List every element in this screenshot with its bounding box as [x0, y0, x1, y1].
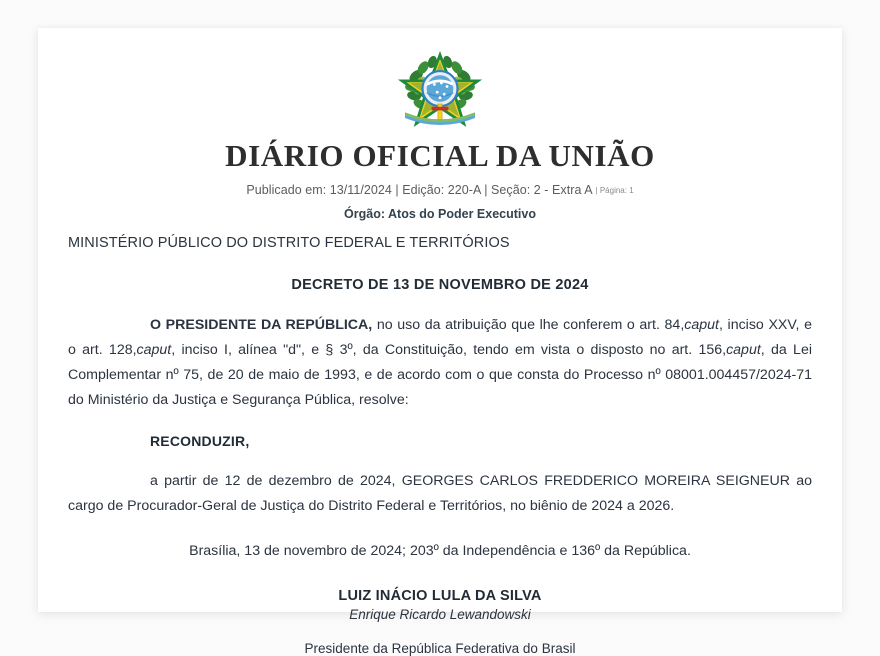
issuing-body: MINISTÉRIO PÚBLICO DO DISTRITO FEDERAL E TERRITÓRIOS [68, 234, 510, 251]
organ-line: Órgão: Atos do Poder Executivo [344, 206, 536, 221]
preamble-part2: , inciso XXV, e o art. 128, [68, 316, 812, 358]
signatory-name: LUIZ INÁCIO LULA DA SILVA [338, 587, 542, 604]
decree-heading: DECRETO DE 13 DE NOVEMBRO DE 2024 [291, 276, 589, 293]
preamble-paragraph [68, 313, 812, 413]
preamble-part3: , inciso I, alínea "d", e § 3º, da Constituição, tendo em vista o disposto no art. 156, [171, 341, 727, 358]
body-paragraph: a partir de 12 de dezembro de 2024, GEORGES CARLOS FREDDERICO MOREIRA SEIGNEUR ao cargo de Procurador-Geral de Justiça do Distrito Federal e Territórios, no biênio de 2024 a 2026. [68, 472, 812, 514]
action-word: RECONDUZIR, [150, 432, 250, 449]
page-title: DIÁRIO OFICIAL DA UNIÃO [225, 138, 655, 173]
document-page [38, 28, 842, 656]
publication-meta-text: Publicado em: 13/11/2024 | Edição: 220-A | Seção: 2 - Extra A [246, 182, 592, 197]
document-content [38, 28, 842, 656]
publication-meta [68, 183, 812, 197]
signatory-role: Presidente da República Federativa do Brasil [304, 640, 576, 656]
signature-block [68, 588, 812, 656]
countersignatory-name: Enrique Ricardo Lewandowski [349, 606, 531, 622]
page-number-label: | Página: 1 [595, 185, 634, 195]
preamble-part4: , da Lei Complementar nº 75, de 20 de maio de 1993, e de acordo com o que consta do Processo nº 08001.004457/2024-71 do Ministério da Justiça e Segurança Pública, resolve: [68, 341, 812, 408]
preamble-lead: O PRESIDENTE DA REPÚBLICA, [150, 316, 373, 333]
preamble-part1: no uso da atribuição que lhe conferem o art. 84, [372, 316, 685, 333]
caput-term-2: caput [136, 341, 172, 358]
brazil-coat-of-arms-icon [398, 48, 482, 132]
emblem-row [68, 48, 812, 134]
caput-term-1: caput [684, 316, 719, 333]
caput-term-3: caput [726, 341, 761, 358]
dateline: Brasília, 13 de novembro de 2024; 203º da Independência e 136º da República. [189, 542, 691, 559]
